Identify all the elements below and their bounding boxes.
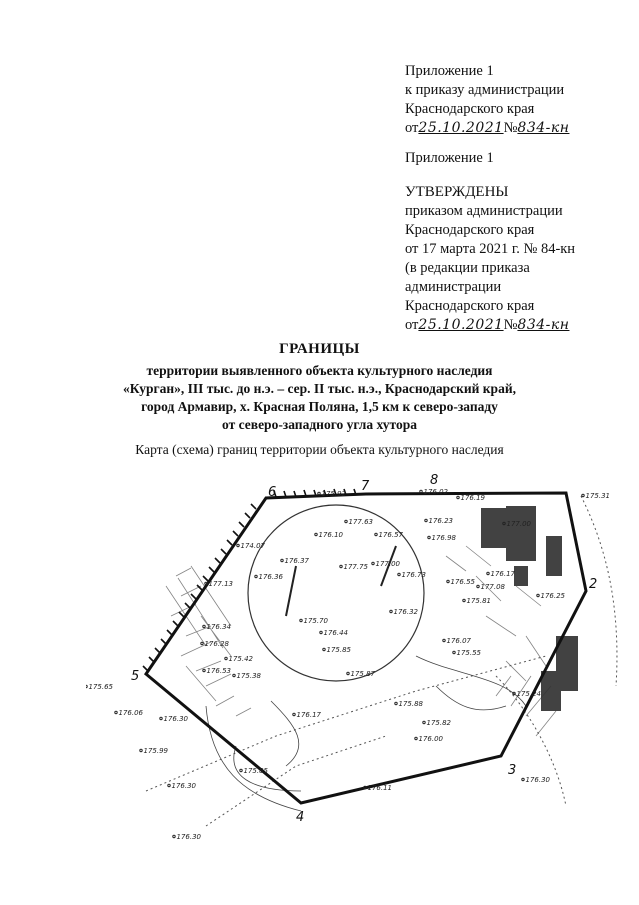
elevation-label: 177.63 [348, 518, 373, 526]
elevation-label: 176.02 [423, 488, 448, 496]
elevation-label: 176.28 [204, 640, 229, 648]
vertex-label: 8 [430, 473, 439, 488]
handwritten-date: 25.10.2021 [418, 317, 504, 333]
elevation-label: 176.55 [450, 578, 475, 586]
document-title: ГРАНИЦЫ [279, 341, 360, 357]
elevation-label: 175.87 [350, 670, 375, 678]
elevation-point [457, 496, 459, 498]
elevation-point [375, 533, 377, 535]
elevation-point [203, 669, 205, 671]
elevation-point [86, 685, 87, 687]
elevation-point [372, 562, 374, 564]
elevation-label: 175.82 [426, 719, 451, 727]
vertex-label: 7 [361, 479, 370, 494]
elevation-label: 176.30 [525, 776, 550, 784]
elevation-point [415, 737, 417, 739]
elevation-label: 175.99 [143, 747, 168, 755]
handwritten-date: 25.10.2021 [418, 120, 504, 136]
elevation-point [281, 559, 283, 561]
elevation-point [477, 585, 479, 587]
elevation-label: 176.37 [284, 557, 309, 565]
elevation-point [340, 565, 342, 567]
elevation-point [318, 492, 320, 494]
elevation-point [398, 573, 400, 575]
elevation-point [315, 533, 317, 535]
elevation-point [160, 717, 162, 719]
elevation-point [487, 572, 489, 574]
elevation-point [443, 639, 445, 641]
elevation-point [300, 619, 302, 621]
document-subtitle-2: «Курган», III тыс. до н.э. – сер. II тыс. н.э., Краснодарский край, [123, 381, 516, 396]
approved-line-3: от 17 марта 2021 г. № 84-кн [405, 241, 576, 257]
appendix-block-1 [405, 62, 569, 138]
elevation-point [233, 674, 235, 676]
appendix-region-text: Краснодарского края [405, 101, 535, 117]
approved-line-1: приказом администрации [405, 203, 563, 219]
elevation-label: 176.11 [367, 784, 392, 792]
approved-date-line [405, 316, 575, 335]
elevation-label: 176.07 [446, 637, 471, 645]
approved-block [405, 183, 575, 335]
elevation-label: 176.30 [176, 833, 201, 841]
elevation-label: 177.75 [343, 563, 368, 571]
elevation-point [425, 519, 427, 521]
elevation-label: 176.00 [418, 735, 443, 743]
elevation-label: 176.98 [431, 534, 456, 542]
elevation-label: 175.85 [243, 767, 268, 775]
elevation-label: 176.36 [258, 573, 283, 581]
elevation-point [345, 520, 347, 522]
elevation-point [447, 580, 449, 582]
elevation-point [173, 835, 175, 837]
elevation-label: 176.34 [206, 623, 231, 631]
vertex-label: 5 [131, 669, 140, 684]
document-subtitle-3: город Армавир, х. Красная Поляна, 1,5 км к северо-западу [141, 399, 498, 414]
elevation-point [395, 702, 397, 704]
number-prefix: № [503, 120, 518, 136]
elevation-point [293, 713, 295, 715]
elevation-point [582, 494, 584, 496]
vertex-label: 6 [268, 485, 277, 500]
elevation-point [390, 610, 392, 612]
elevation-label: 177.08 [480, 583, 505, 591]
document-subtitle-4: от северо-западного угла хутора [222, 417, 417, 432]
elevation-label: 176.19 [460, 494, 485, 502]
elevation-point [320, 631, 322, 633]
appendix-label-2: Приложение 1 [405, 150, 494, 166]
elevation-label: 177.00 [506, 520, 531, 528]
appendix-date-line [405, 119, 569, 138]
elevation-label: 175.42 [228, 655, 253, 663]
elevation-label: 176.17 [490, 570, 515, 578]
approved-line-5: администрации [405, 279, 502, 295]
elevation-point [323, 648, 325, 650]
elevation-label: 174.07 [240, 542, 265, 550]
elevation-point [522, 778, 524, 780]
vertex-label: 3 [508, 763, 517, 778]
elevation-point [255, 575, 257, 577]
approved-line-4: (в редакции приказа [405, 260, 530, 276]
elevation-label: 175.70 [303, 617, 328, 625]
elevation-label: 176.44 [323, 629, 348, 637]
document-subtitle-1: территории выявленного объекта культурного наследия [146, 363, 493, 378]
elevation-point [347, 672, 349, 674]
elevation-point [201, 642, 203, 644]
elevation-label: 176.17 [296, 711, 321, 719]
boundary-map [86, 466, 626, 846]
elevation-label: 176.10 [318, 531, 343, 539]
vertex-label: 4 [296, 810, 305, 825]
elevation-label: 175.38 [236, 672, 261, 680]
elevation-label: 177.13 [208, 580, 233, 588]
elevation-label: 177.00 [375, 560, 400, 568]
date-prefix: от [405, 120, 419, 136]
elevation-point [428, 536, 430, 538]
approved-heading: УТВЕРЖДЕНЫ [405, 184, 509, 200]
elevation-label: 175.88 [398, 700, 423, 708]
elevation-label: 176.30 [163, 715, 188, 723]
handwritten-number: 834-кн [517, 120, 570, 136]
elevation-label: 175.55 [456, 649, 481, 657]
elevation-point [420, 490, 422, 492]
elevation-point [423, 721, 425, 723]
elevation-point [237, 544, 239, 546]
elevation-point [115, 711, 117, 713]
handwritten-number: 834-кн [517, 317, 570, 333]
terrain-shading [481, 506, 578, 711]
elevation-label: 176.32 [393, 608, 418, 616]
elevation-label: 176.06 [118, 709, 143, 717]
elevation-label: 176.57 [378, 531, 403, 539]
elevation-label: 175.65 [88, 683, 113, 691]
approved-line-6: Краснодарского края [405, 298, 535, 314]
elevation-label: 176.53 [206, 667, 231, 675]
elevation-point [240, 769, 242, 771]
elevation-label: 176.30 [171, 782, 196, 790]
elevation-point [537, 594, 539, 596]
appendix-block-2 [405, 149, 494, 168]
map-caption: Карта (схема) границ территории объекта культурного наследия [135, 442, 504, 457]
date-prefix: от [405, 317, 419, 333]
elevation-point [463, 599, 465, 601]
elevation-point [168, 784, 170, 786]
elevation-label: 176.73 [401, 571, 426, 579]
elevation-label: 175.24 [516, 690, 541, 698]
elevation-point [225, 657, 227, 659]
vertex-label: 2 [589, 577, 598, 592]
appendix-order-text: к приказу администрации [405, 82, 565, 98]
elevation-point [140, 749, 142, 751]
approved-line-2: Краснодарского края [405, 222, 535, 238]
number-prefix: № [503, 317, 518, 333]
elevation-label: 175.92 [321, 490, 346, 498]
elevation-label: 175.85 [326, 646, 351, 654]
elevation-label: 175.81 [466, 597, 491, 605]
elevation-point [453, 651, 455, 653]
elevation-label: 175.31 [585, 492, 610, 500]
elevation-point [203, 625, 205, 627]
elevation-label: 176.25 [540, 592, 565, 600]
elevation-label: 176.23 [428, 517, 453, 525]
appendix-label: Приложение 1 [405, 63, 494, 79]
